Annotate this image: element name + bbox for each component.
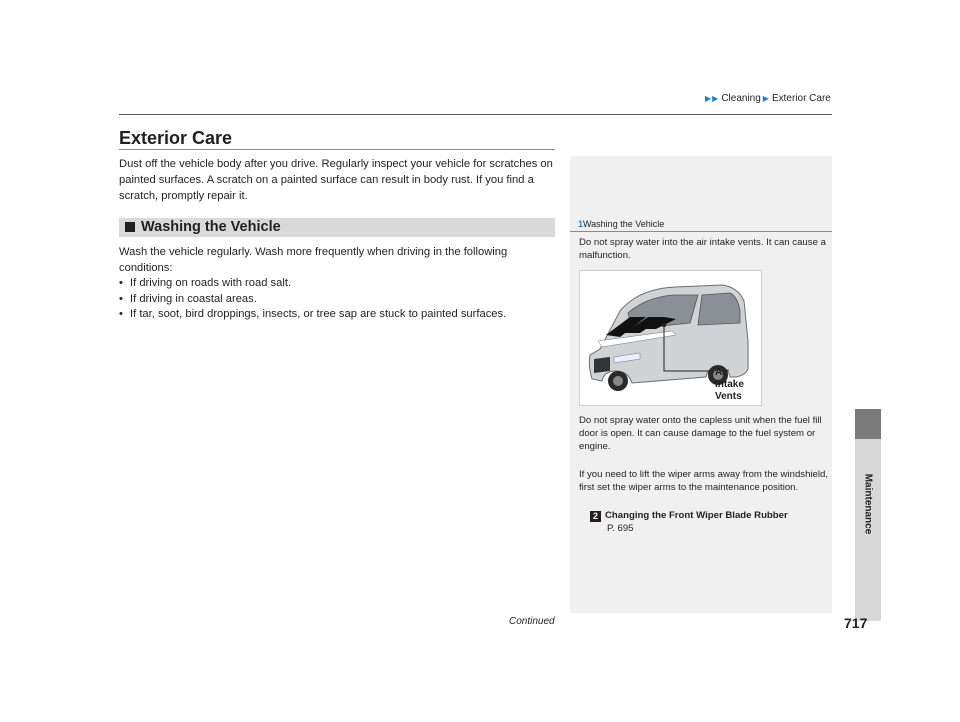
note-title: Washing the Vehicle bbox=[583, 219, 665, 229]
section-tab-marker bbox=[855, 409, 881, 439]
breadcrumb-item-cleaning[interactable]: Cleaning bbox=[721, 93, 761, 104]
list-item: • If tar, soot, bird droppings, insects, or tree sap are stuck to painted surfaces. bbox=[119, 307, 559, 323]
intro-paragraph: Dust off the vehicle body after you drive. Regularly inspect your vehicle for scratches on painted surfaces. A scratch on a painted surface can result in body rust. If you find a scratch, promptly repair it. bbox=[119, 158, 553, 202]
list-item: • If driving in coastal areas. bbox=[119, 292, 559, 308]
section-title: Washing the Vehicle bbox=[141, 219, 281, 235]
page-number: 717 bbox=[844, 615, 868, 631]
note-paragraph-3: If you need to lift the wiper arms away from the windshield, first set the wiper arms to the maintenance position. bbox=[579, 469, 829, 493]
header-rule bbox=[119, 114, 832, 115]
note-rule bbox=[570, 231, 832, 232]
square-bullet-icon bbox=[125, 222, 135, 232]
xref-title[interactable]: Changing the Front Wiper Blade Rubber bbox=[605, 510, 788, 521]
figure-callout-label: Air Intake Vents bbox=[715, 367, 744, 402]
list-item: • If driving on roads with road salt. bbox=[119, 276, 559, 292]
note-heading bbox=[578, 219, 664, 229]
triangle-right-icon: ▶ bbox=[705, 94, 712, 103]
cross-reference-link[interactable] bbox=[590, 509, 788, 535]
arrow-reference-icon: 2 bbox=[590, 511, 601, 522]
note-number: 1 bbox=[578, 219, 584, 229]
breadcrumb bbox=[705, 93, 833, 104]
note-paragraph-1: Do not spray water into the air intake vents. It can cause a malfunction. bbox=[579, 237, 826, 261]
note-paragraph-2: Do not spray water onto the capless unit when the fuel fill door is open. It can cause damage to the fuel system or engine. bbox=[579, 415, 822, 452]
title-rule bbox=[119, 149, 555, 150]
condition-list bbox=[119, 276, 559, 323]
section-header bbox=[119, 218, 555, 237]
triangle-right-icon: ▶ bbox=[712, 94, 719, 103]
page-title: Exterior Care bbox=[119, 128, 233, 148]
xref-page[interactable]: P. 695 bbox=[607, 523, 634, 534]
breadcrumb-item-exterior-care[interactable]: Exterior Care bbox=[771, 93, 831, 104]
triangle-right-icon: ▶ bbox=[762, 94, 769, 103]
continued-label: Continued bbox=[509, 616, 555, 627]
section-tab-label: Maintenance bbox=[862, 473, 874, 535]
section-paragraph: Wash the vehicle regularly. Wash more frequently when driving in the following conditions: bbox=[119, 246, 508, 274]
